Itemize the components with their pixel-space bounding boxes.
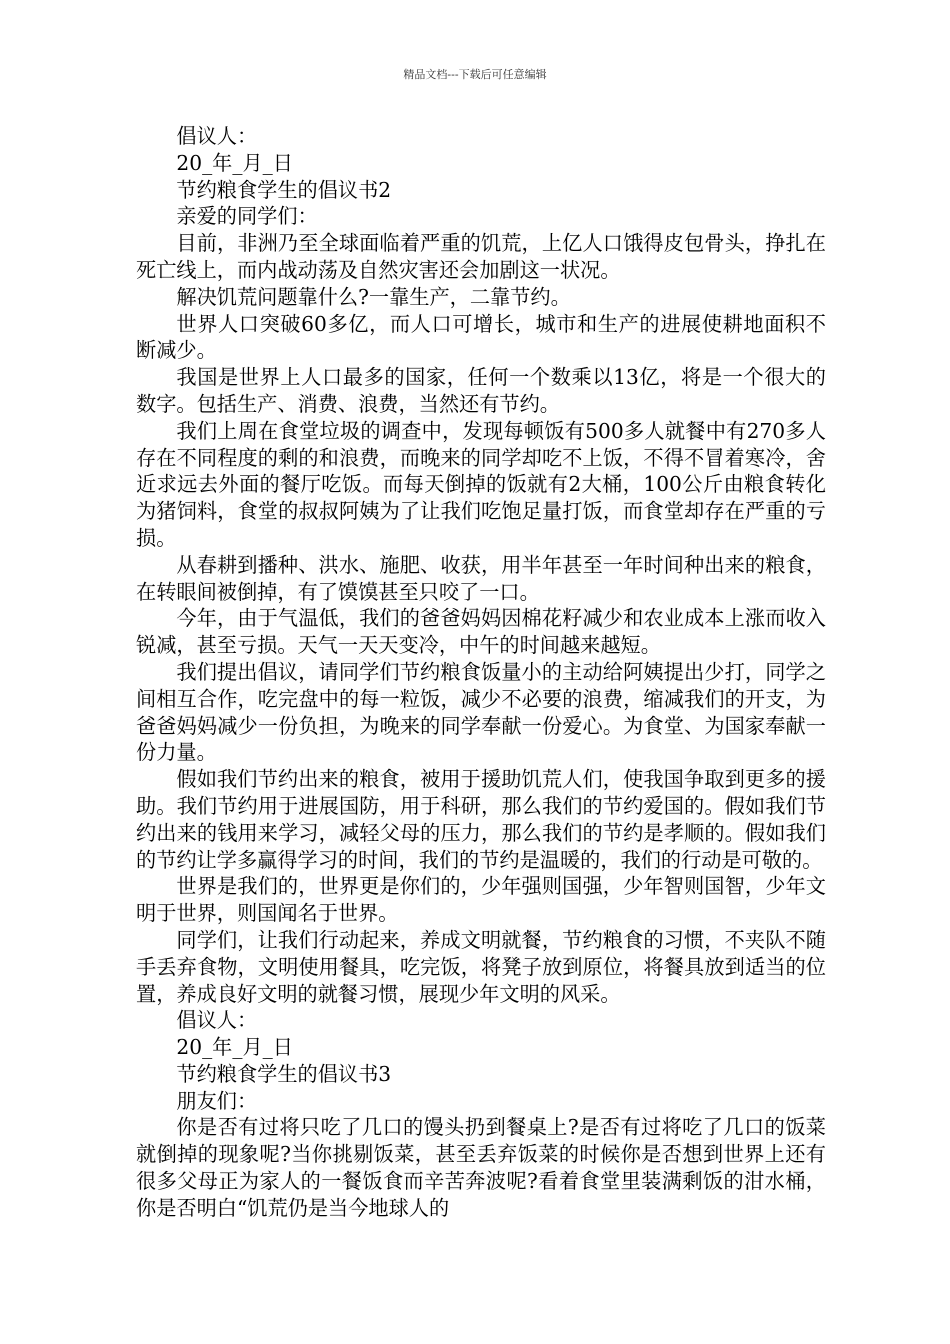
- paragraph: 你是否有过将只吃了几口的馒头扔到餐桌上?是否有过将吃了几口的饭菜就倒掉的现象呢?当你挑剔饭菜，甚至丢弃饭菜的时候你是否想到世界上还有很多父母正为家人的一餐饭食而辛苦奔波呢?看着食堂里装满剩饭的泔水桶，你是否明白“饥荒仍是当今地球人的: [136, 1115, 826, 1220]
- paragraph: 目前，非洲乃至全球面临着严重的饥荒，上亿人口饿得皮包骨头，挣扎在死亡线上，而内战动荡及自然灾害还会加剧这一状况。: [136, 231, 826, 282]
- page-header: 精品文档---下载后可任意编辑: [403, 68, 547, 81]
- paragraph: 我们提出倡议，请同学们节约粮食饭量小的主动给阿姨提出少打，同学之间相互合作，吃完盘中的每一粒饭，减少不必要的浪费，缩减我们的开支，为爸爸妈妈减少一份负担，为晚来的同学奉献一份爱心。为食堂、为国家奉献一份力量。: [136, 659, 826, 765]
- date-line: 20_年_月_日: [176, 150, 293, 175]
- paragraph: 我们上周在食堂垃圾的调查中，发现每顿饭有500多人就餐中有270多人存在不同程度的剩的和浪费，而晚来的同学却吃不上饭，不得不冒着寒冷，舍近求远去外面的餐厅吃饭。而每天倒掉的饭就有2大桶，100公斤由粮食转化为猪饲料，食堂的叔叔阿姨为了让我们吃饱足量打饭，而食堂却存在严重的亏损。: [136, 418, 826, 550]
- salutation: 朋友们：: [176, 1088, 258, 1113]
- document-body: [136, 123, 826, 1222]
- paragraph: 解决饥荒问题靠什么?一靠生产，二靠节约。: [176, 284, 571, 309]
- section-title: 节约粮食学生的倡议书3: [176, 1061, 392, 1086]
- salutation: 亲爱的同学们：: [176, 204, 318, 229]
- paragraph: 世界是我们的，世界更是你们的，少年强则国强，少年智则国智，少年文明于世界，则国闻名于世界。: [136, 874, 826, 926]
- paragraph: 今年，由于气温低，我们的爸爸妈妈因棉花籽减少和农业成本上涨而收入锐减，甚至亏损。天气一天天变冷，中午的时间越来越短。: [136, 606, 826, 658]
- paragraph: 假如我们节约出来的粮食，被用于援助饥荒人们，使我国争取到更多的援助。我们节约用于进展国防，用于科研，那么我们的节约爱国的。假如我们节约出来的钱用来学习，减轻父母的压力，那么我们的节约是孝顺的。假如我们的节约让学多赢得学习的时间，我们的节约是温暖的，我们的行动是可敬的。: [136, 767, 826, 872]
- signature-line: 倡议人：: [176, 124, 258, 148]
- paragraph: 我国是世界上人口最多的国家，任何一个数乘以13亿，将是一个很大的数字。包括生产、消费、浪费，当然还有节约。: [136, 365, 826, 416]
- paragraph: 世界人口突破60多亿，而人口可增长，城市和生产的进展使耕地面积不断减少。: [136, 311, 826, 363]
- section-title: 节约粮食学生的倡议书2: [176, 177, 392, 202]
- date-line: 20_年_月_日: [176, 1035, 293, 1060]
- paragraph: 从春耕到播种、洪水、施肥、收获，用半年甚至一年时间种出来的粮食，在转眼间被倒掉，有了馍馍甚至只咬了一口。: [136, 552, 826, 604]
- signature-line: 倡议人：: [176, 1008, 258, 1033]
- paragraph: 同学们，让我们行动起来，养成文明就餐，节约粮食的习惯，不夹队不随手丢弃食物，文明使用餐具，吃完饭，将凳子放到原位，将餐具放到适当的位置，养成良好文明的就餐习惯，展现少年文明的风采。: [136, 927, 826, 1006]
